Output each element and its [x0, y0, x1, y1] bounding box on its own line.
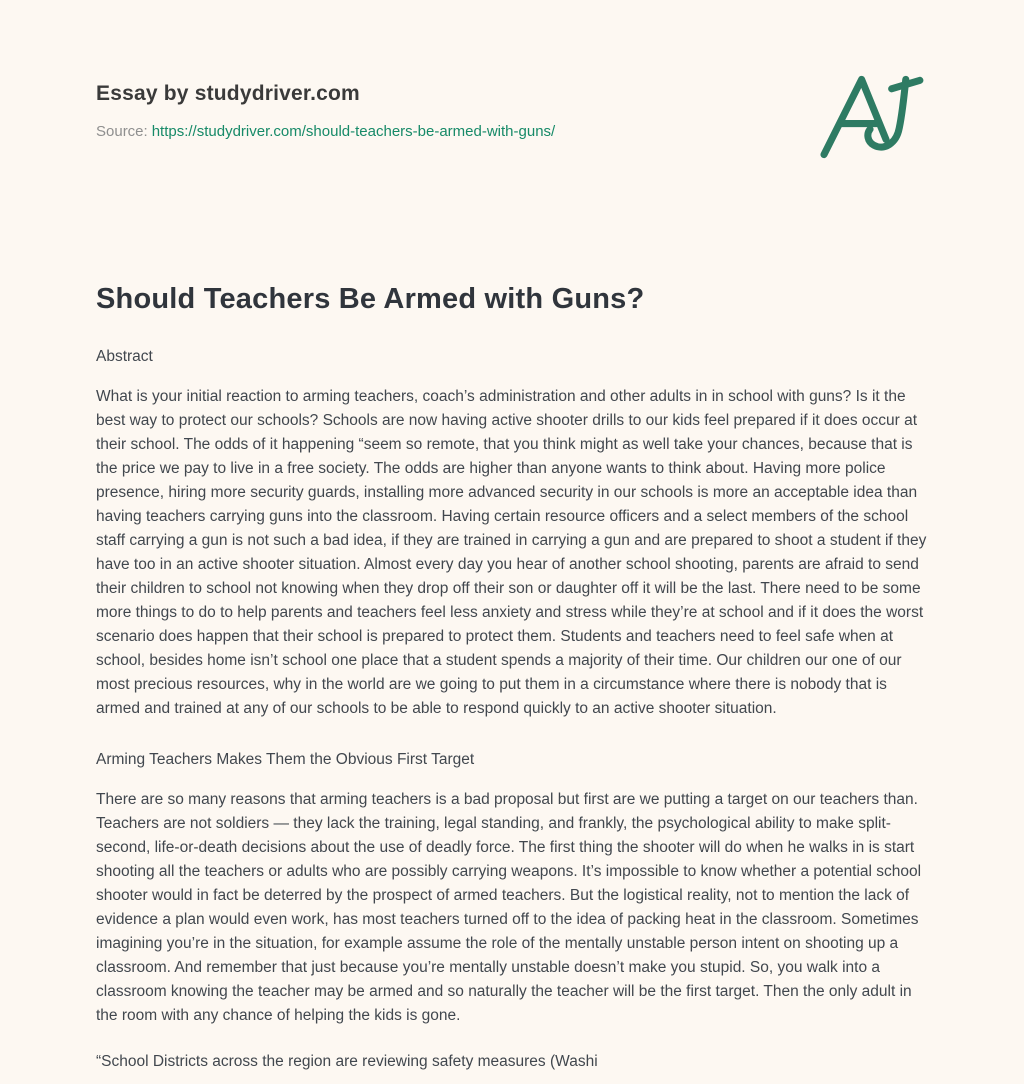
source-label: Source:	[96, 123, 148, 140]
source-line	[96, 123, 555, 140]
source-link[interactable]: https://studydriver.com/should-teachers-be-armed-with-guns/	[151, 123, 556, 140]
abstract-paragraph: What is your initial reaction to arming teachers, coach’s administration and other adults in in school with guns? Is it the best way to protect our schools? Schools are now having active shooter drills to our kids feel prepared if it does occur at their school. The odds of it happening “seem so remote, that you think might as well take your chances, because that is the price we pay to live in a free society. The odds are higher than anyone wants to think about. Having more police presence, hiring more security guards, installing more advanced security in our schools is more an acceptable idea than having teachers carrying guns into the classroom. Having certain resource officers and a select members of the school staff carrying a gun is not such a bad idea, if they are trained in carrying a gun and are prepared to shoot a student if they have too in an active shooter situation. Almost every day you hear of another school shooting, parents are afraid to send their children to school not knowing when they drop off their son or daughter off it will be the last. There need to be some more things to do to help parents and teachers feel less anxiety and stress while they’re at school and if it does the worst scenario does happen that their school is prepared to protect them. Students and teachers need to feel safe when at school, besides home isn’t school one place that a student spends a majority of their time. Our children our one of our most precious resources, why in the world are we going to put them in a circumstance where there is nobody that is armed and trained at any of our schools to be able to respond quickly to an active shooter situation.	[96, 388, 927, 717]
partial-quote-line: “School Districts across the region are reviewing safety measures (Washi	[96, 1053, 598, 1070]
section-heading-arming-teachers: Arming Teachers Makes Them the Obvious First Target	[96, 751, 475, 768]
brand-title: Essay by studydriver.com	[96, 82, 360, 105]
section-heading-abstract: Abstract	[96, 348, 153, 365]
studydriver-logo-icon	[814, 70, 928, 164]
page-header	[96, 76, 928, 164]
header-text-block	[96, 76, 555, 140]
essay-content	[96, 280, 928, 1074]
arming-teachers-paragraph: There are so many reasons that arming teachers is a bad proposal but first are we putting a target on our teachers than. Teachers are not soldiers — they lack the training, legal standing, and frankly, the psychological ability to make split-second, life-or-death decisions about the use of deadly force. The first thing the shooter will do when he walks in is start shooting all the teachers or adults who are possibly carrying weapons. It’s impossible to know whether a potential school shooter would in fact be deterred by the prospect of armed teachers. But the logistical reality, not to mention the lack of evidence a plan would even work, has most teachers turned off to the idea of packing heat in the classroom. Sometimes imagining you’re in the situation, for example assume the role of the mentally unstable person intent on shooting up a classroom. And remember that just because you’re mentally unstable doesn’t make you stupid. So, you walk into a classroom knowing the teacher may be armed and so naturally the teacher will be the first target. Then the only adult in the room with any chance of helping the kids is gone.	[96, 791, 922, 1024]
essay-title: Should Teachers Be Armed with Guns?	[96, 283, 645, 315]
